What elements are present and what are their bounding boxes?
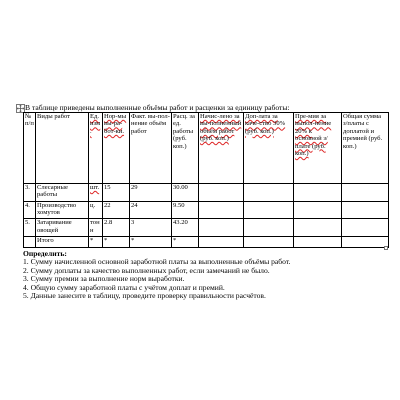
table-cell[interactable] — [244, 201, 294, 219]
table-row — [24, 219, 389, 237]
table-row — [24, 183, 389, 201]
table-cell[interactable]: Производство хомутов — [36, 201, 89, 219]
table-cell[interactable]: 3 — [130, 219, 172, 237]
table-cell[interactable] — [342, 201, 389, 219]
table-cell[interactable]: * — [172, 236, 199, 247]
table-resize-handle-icon[interactable] — [384, 246, 388, 250]
table-header-row — [24, 113, 389, 184]
table-cell[interactable]: 22 — [103, 201, 130, 219]
table-cell[interactable] — [342, 183, 389, 201]
table-cell[interactable]: 24 — [130, 201, 172, 219]
table-cell[interactable] — [294, 219, 342, 237]
table-cell[interactable] — [244, 183, 294, 201]
table-cell[interactable] — [199, 201, 244, 219]
table-cell[interactable]: 30.00 — [172, 183, 199, 201]
header-cell-work-type: Виды работ — [36, 113, 89, 184]
table-cell[interactable] — [294, 183, 342, 201]
header-cell-total: Общая сумма з/платы с доплатой и премией (руб. коп.) — [342, 113, 389, 184]
task-item: 5. Данные занесите в таблицу, проведите проверку правильности расчётов. — [23, 291, 266, 301]
task-item: 4. Общую сумму заработной платы с учётом доплат и премий. — [23, 282, 225, 292]
table-cell[interactable]: Затаривание овощей — [36, 219, 89, 237]
table-cell[interactable] — [342, 236, 389, 247]
task-item: 3. Сумму премии за выполнение норм выработки. — [23, 274, 185, 284]
table-cell[interactable] — [294, 201, 342, 219]
table-cell[interactable] — [199, 236, 244, 247]
table-cell[interactable]: * — [103, 236, 130, 247]
intro-text: В таблице приведены выполненные объёмы работ и расценки за единицу работы: — [25, 103, 290, 112]
table-cell[interactable] — [199, 183, 244, 201]
table-cell[interactable]: Слесарные работы — [36, 183, 89, 201]
table-cell[interactable]: ц. — [89, 201, 103, 219]
table-cell[interactable]: 3. — [24, 183, 36, 201]
tasks-title: Определить: — [23, 249, 67, 258]
table-cell[interactable]: * — [130, 236, 172, 247]
wage-table — [23, 112, 389, 248]
table-cell[interactable]: 43.20 — [172, 219, 199, 237]
table-cell[interactable] — [294, 236, 342, 247]
header-cell-premium: Пре-мия за выпол-нение 20% к основной з/плате (руб. коп.) — [294, 113, 342, 184]
header-cell-actual-volume: Факт. вы-пол-нение объём работ — [130, 113, 172, 184]
table-cell[interactable]: тонн — [89, 219, 103, 237]
table-cell[interactable]: шт. — [89, 183, 103, 201]
table-cell[interactable]: 2.8 — [103, 219, 130, 237]
table-cell[interactable]: 4. — [24, 201, 36, 219]
task-item: 1. Сумму начисленной основной заработной платы за выполненные объёмы работ. — [23, 257, 291, 267]
table-cell[interactable] — [244, 219, 294, 237]
header-cell-norm: Нор-мы вы-ра-бот-ки. — [103, 113, 130, 184]
table-cell[interactable]: 15 — [103, 183, 130, 201]
table-total-row — [24, 236, 389, 247]
table-cell[interactable]: * — [89, 236, 103, 247]
table-cell[interactable] — [24, 236, 36, 247]
header-cell-number: № п/п — [24, 113, 36, 184]
table-row — [24, 201, 389, 219]
table-cell[interactable]: Итого — [36, 236, 89, 247]
table-cell[interactable] — [199, 219, 244, 237]
table-cell[interactable] — [342, 219, 389, 237]
header-cell-accrued: Начис-лено за вы-полненный объём работ (руб. коп.) — [199, 113, 244, 184]
header-cell-unit: Ед. изм. — [89, 113, 103, 184]
task-item: 2. Сумму доплаты за качество выполненных работ, если замечаний не было. — [23, 265, 270, 275]
table-cell[interactable]: 29 — [130, 183, 172, 201]
table-cell[interactable]: 9.50 — [172, 201, 199, 219]
header-cell-quality-bonus: Доп-лата за каче-ство 30% (руб. коп.) — [244, 113, 294, 184]
tasks-block — [23, 250, 291, 300]
header-cell-rate: Расц. за ед. работы (руб. коп.) — [172, 113, 199, 184]
table-cell[interactable]: 5. — [24, 219, 36, 237]
table-cell[interactable] — [244, 236, 294, 247]
